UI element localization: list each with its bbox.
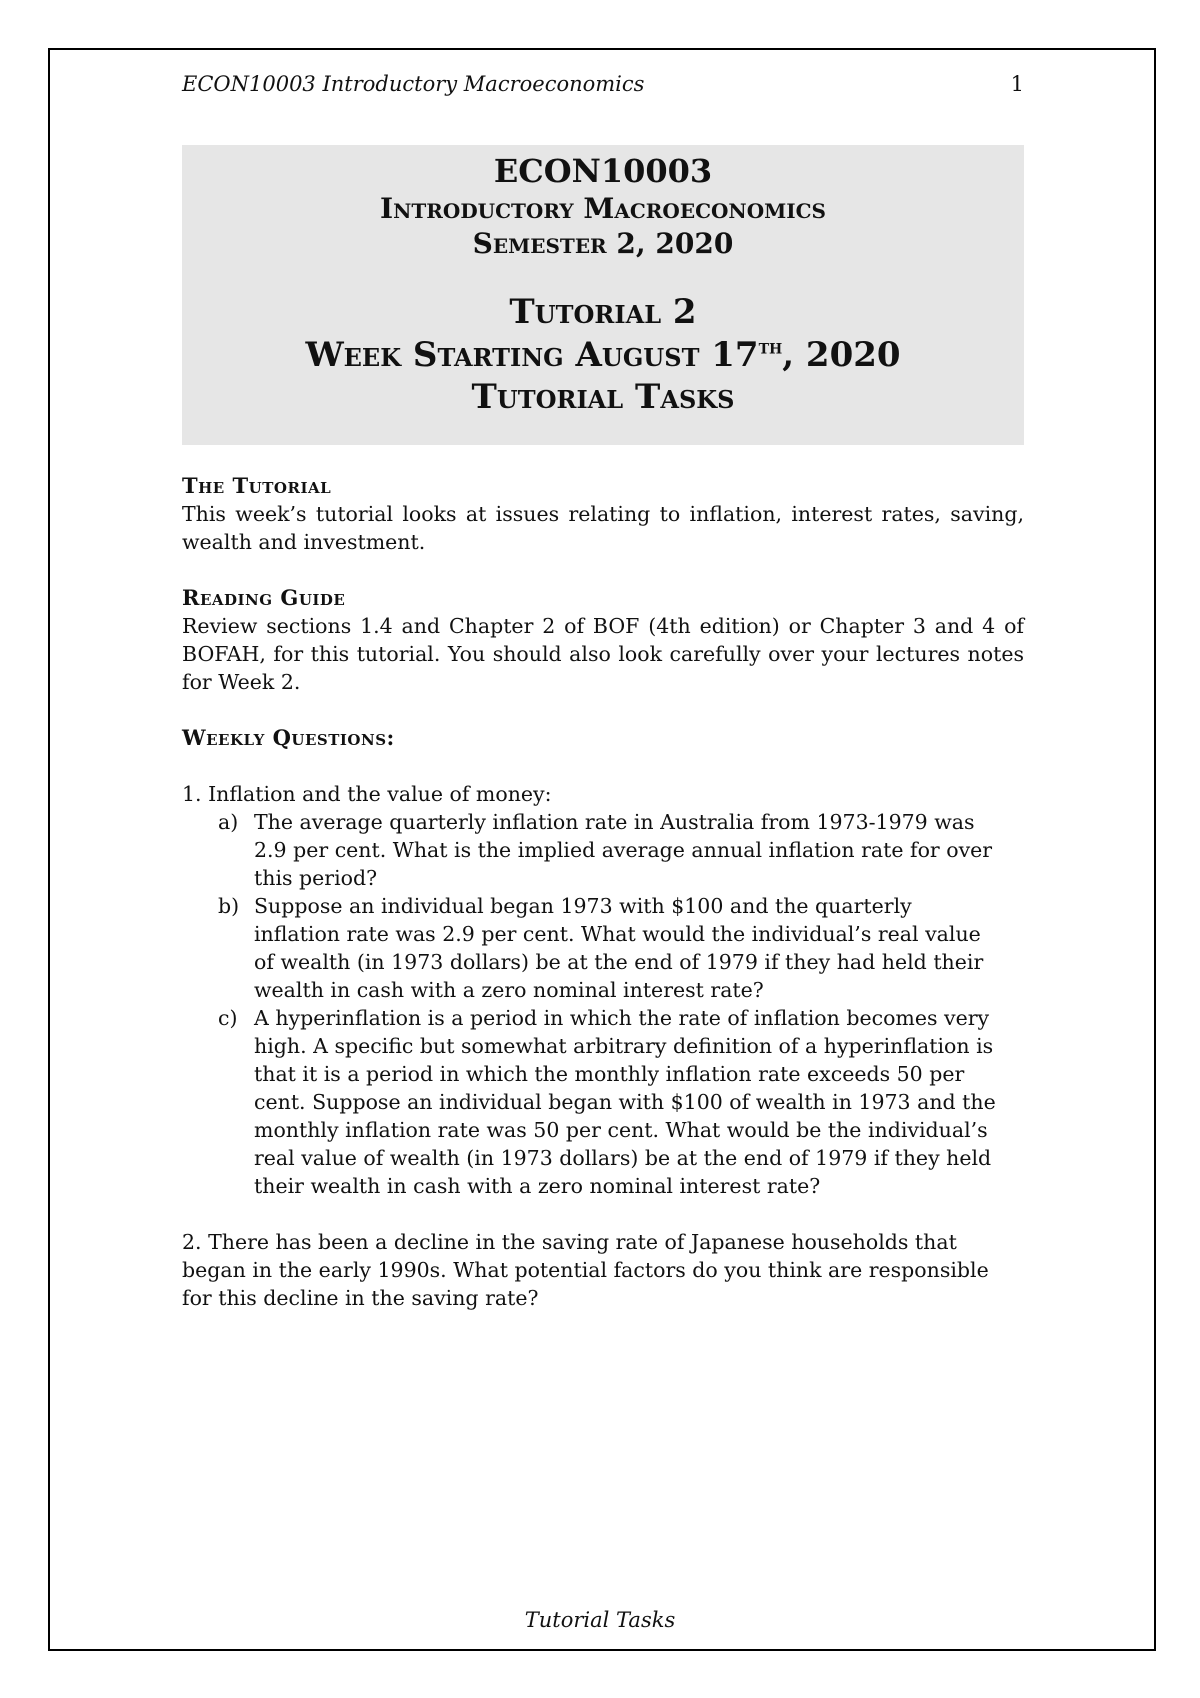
week-sup: th bbox=[758, 334, 783, 359]
question-1b-label: b) bbox=[218, 894, 240, 918]
title-block bbox=[182, 145, 1024, 445]
page-number: 1 bbox=[1010, 72, 1024, 96]
week-prefix: Week Starting August 17 bbox=[305, 334, 759, 375]
tutorial-description: This week’s tutorial looks at issues relating to inflation, interest rates, saving, wealth and investment. bbox=[182, 502, 1024, 554]
course-code: ECON10003 bbox=[493, 152, 713, 190]
question-1c-label: c) bbox=[218, 1006, 238, 1030]
main-content bbox=[182, 472, 1024, 1312]
question-1a-label: a) bbox=[218, 810, 239, 834]
question-1c bbox=[182, 1004, 1024, 1200]
question-1-parts bbox=[182, 808, 1024, 1200]
question-1c-text: A hyperinflation is a period in which the rate of inflation becomes very high. A specific but somewhat arbitrary definition of a hyperinflation is that it is a period in which the monthly inflation rate exceeds 50 per cent. Suppose an individual began with $100 of wealth in 1973 and the monthly inflation rate was 50 per cent. What would be the individual’s real value of wealth (in 1973 dollars) be at the end of 1979 if they held their wealth in cash with a zero nominal interest rate? bbox=[254, 1006, 996, 1198]
question-2: 2. There has been a decline in the saving rate of Japanese households that began in the early 1990s. What potential factors do you think are responsible for this decline in the saving rate? bbox=[182, 1230, 989, 1310]
question-1a bbox=[182, 808, 1024, 892]
question-1-intro: 1. Inflation and the value of money: bbox=[182, 782, 552, 806]
week-starting bbox=[182, 334, 1024, 377]
section-heading-reading: Reading Guide bbox=[182, 585, 346, 610]
section-heading-weekly: Weekly Questions: bbox=[182, 725, 395, 750]
week-suffix: , 2020 bbox=[782, 334, 901, 375]
question-1a-text: The average quarterly inflation rate in Australia from 1973-1979 was 2.9 per cent. What is the implied average annual inflation rate for over this period? bbox=[254, 810, 993, 890]
tutorial-tasks-title: Tutorial Tasks bbox=[471, 377, 735, 417]
page-header bbox=[182, 72, 1024, 102]
semester: Semester 2, 2020 bbox=[472, 227, 734, 260]
tutorial-number: Tutorial 2 bbox=[509, 292, 697, 332]
question-1b bbox=[182, 892, 1024, 1004]
reading-guide-text: Review sections 1.4 and Chapter 2 of BOF (4th edition) or Chapter 3 and 4 of BOFAH, for this tutorial. You should also look carefully over your lectures notes for Week 2. bbox=[182, 614, 1024, 694]
course-name: Introductory Macroeconomics bbox=[380, 192, 826, 225]
question-1b-text: Suppose an individual began 1973 with $100 and the quarterly inflation rate was 2.9 per cent. What would the individual’s real value of wealth (in 1973 dollars) be at the end of 1979 if they had held their wealth in cash with a zero nominal interest rate? bbox=[254, 894, 984, 1002]
section-heading-tutorial: The Tutorial bbox=[182, 473, 332, 498]
header-course: ECON10003 Introductory Macroeconomics bbox=[182, 72, 645, 96]
page-footer: Tutorial Tasks bbox=[524, 1608, 676, 1632]
